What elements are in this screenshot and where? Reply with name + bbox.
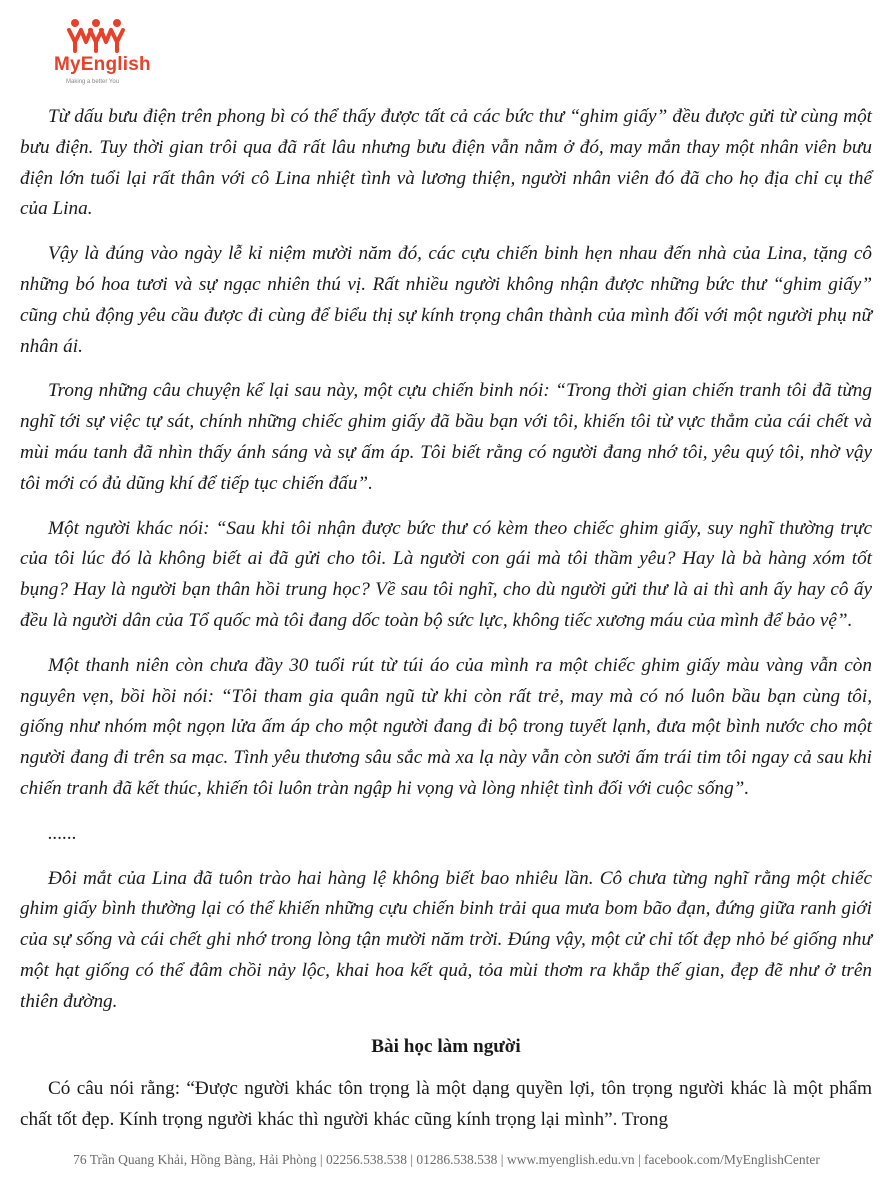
paragraph: Một thanh niên còn chưa đầy 30 tuổi rút từ túi áo của mình ra một chiếc ghim giấy màu vàng vẫn còn nguyên vẹn, bồi hồi nói: “Tôi tham gia quân ngũ từ khi còn rất trẻ, may mà có nó luôn bầu bạn cùng tôi, giống như nhóm một ngọn lửa ấm áp cho một người đang đi bộ trong tuyết lạnh, đưa một bình nước cho một người đang đi trên sa mạc. Tình yêu thương sâu sắc mà xa lạ này vẫn còn sưởi ấm trái tim tôi ngay cả sau khi chiến tranh đã kết thúc, khiến tôi luôn tràn ngập hi vọng và lòng nhiệt tình đối với cuộc sống”.	[20, 654, 872, 799]
lesson-paragraph: Có câu nói rằng: “Được người khác tôn trọng là một dạng quyền lợi, tôn trọng người khác là một phẩm chất tốt đẹp. Kính trọng người khác thì người khác cũng kính trọng lại mình”. Trong	[20, 1078, 872, 1131]
paragraph: Vậy là đúng vào ngày lễ kỉ niệm mười năm đó, các cựu chiến binh hẹn nhau đến nhà của Lina, tặng cô những bó hoa tươi và sự ngạc nhiên thú vị. Rất nhiều người không nhận được những bức thư “ghim giấy” cũng chủ động yêu cầu được đi cùng để biểu thị sự kính trọng chân thành của mình đối với một người phụ nữ nhân ái.	[20, 243, 872, 357]
paragraph: Trong những câu chuyện kể lại sau này, một cựu chiến binh nói: “Trong thời gian chiến tranh tôi đã từng nghĩ tới sự việc tự sát, chính những chiếc ghim giấy đã bầu bạn với tôi, khiến tôi từ vực thẳm của cái chết và mùi máu tanh đã nhìn thấy ánh sáng và sự ấm áp. Tôi biết rằng có người đang nhớ tôi, yêu quý tôi, nhờ vậy tôi mới có đủ dũng khí để tiếp tục chiến đấu”.	[20, 380, 872, 494]
footer-contact: 76 Trần Quang Khải, Hồng Bàng, Hải Phòng | 02256.538.538 | 01286.538.538 | www.myenglish.edu.vn | facebook.com/MyEnglishCenter	[73, 1152, 820, 1167]
brand-name: MyEnglish	[54, 54, 151, 75]
people-logo-icon	[66, 18, 126, 54]
document-body	[20, 102, 872, 1150]
section-heading: Bài học làm người	[371, 1035, 521, 1057]
paragraph: Từ dấu bưu điện trên phong bì có thể thấy được tất cả các bức thư “ghim giấy” đều được gửi từ cùng một bưu điện. Tuy thời gian trôi qua đã rất lâu nhưng bưu điện vẫn nằm ở đó, may mắn thay một nhân viên bưu điện lớn tuổi lại rất thân với cô Lina nhiệt tình và lương thiện, người nhân viên đó đã cho họ địa chỉ cụ thể của Lina.	[20, 106, 872, 220]
paragraph: Một người khác nói: “Sau khi tôi nhận được bức thư có kèm theo chiếc ghim giấy, suy nghĩ thường trực của tôi lúc đó là không biết ai đã gửi cho tôi. Là người con gái mà tôi thầm yêu? Hay là bà hàng xóm tốt bụng? Hay là người bạn thân hồi trung học? Về sau tôi nghĩ, cho dù người gửi thư là ai thì anh ấy hay cô ấy đều là người dân của Tổ quốc mà tôi đang dốc toàn bộ sức lực, không tiếc xương máu của mình để bảo vệ”.	[20, 517, 872, 631]
ellipsis: ......	[48, 822, 77, 844]
brand-logo	[54, 18, 164, 90]
paragraph: Đôi mắt của Lina đã tuôn trào hai hàng lệ không biết bao nhiêu lần. Cô chưa từng nghĩ rằng một chiếc ghim giấy bình thường lại có thể khiến những cựu chiến binh trải qua mưa bom bão đạn, đứng giữa ranh giới của sự sống và cái chết ghi nhớ trong lòng tận mười năm trời. Đúng vậy, một cử chỉ tốt đẹp nhỏ bé giống như một hạt giống có thể đâm chồi nảy lộc, khai hoa kết quả, tỏa mùi thơm ra khắp thế gian, đẹp đẽ như ở trên thiên đường.	[20, 867, 872, 1012]
brand-tagline: Making a better You	[66, 79, 120, 85]
